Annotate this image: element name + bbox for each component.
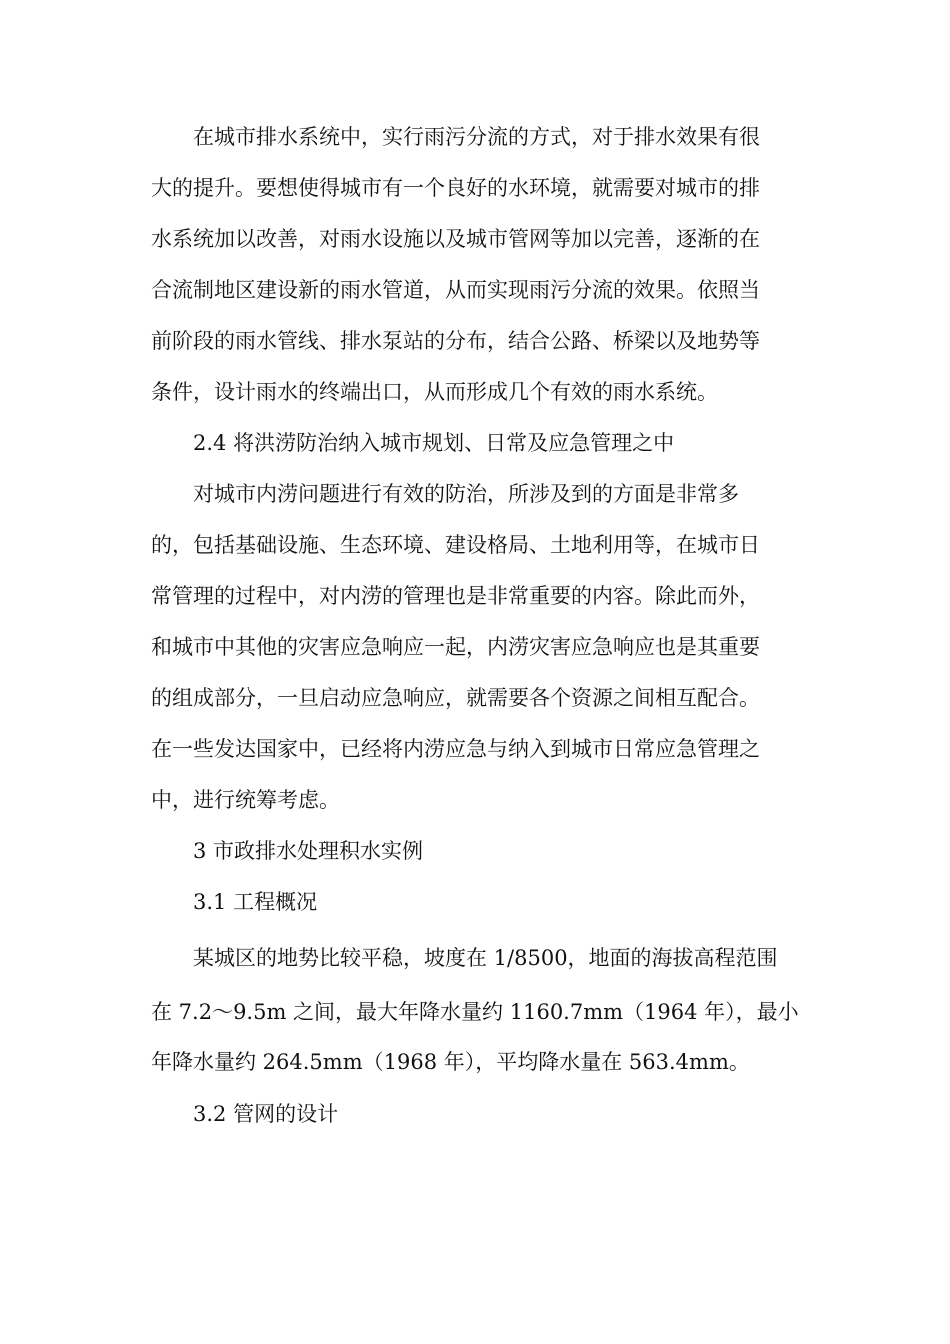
para-1-line-5: 前阶段的雨水管线、排水泵站的分布，结合公路、桥梁以及地势等 [151,329,760,353]
para-2-line-4: 和城市中其他的灾害应急响应一起，内涝灾害应急响应也是其重要 [151,635,760,659]
para-2-line-1: 对城市内涝问题进行有效的防治，所涉及到的方面是非常多 [151,482,739,506]
section-heading-2-4: 2.4 将洪涝防治纳入城市规划、日常及应急管理之中 [151,431,675,455]
section-heading-3-1: 3.1 工程概况 [151,890,318,914]
para-1-line-4: 合流制地区建设新的雨水管道，从而实现雨污分流的效果。依照当 [151,278,760,302]
para-2-line-6: 在一些发达国家中，已经将内涝应急与纳入到城市日常应急管理之 [151,737,760,761]
para-2-line-5: 的组成部分，一旦启动应急响应，就需要各个资源之间相互配合。 [151,686,760,710]
para-2-line-2: 的，包括基础设施、生态环境、建设格局、土地利用等，在城市日 [151,533,760,557]
para-1-line-1: 在城市排水系统中，实行雨污分流的方式，对于排水效果有很 [151,125,760,149]
para-2-line-7: 中，进行统筹考虑。 [151,788,340,812]
para-3-line-2: 在 7.2～9.5m 之间，最大年降水量约 1160.7mm（1964 年），最小 [151,1000,799,1024]
para-3-line-1: 某城区的地势比较平稳，坡度在 1/8500，地面的海拔高程范围 [151,946,778,970]
para-1-line-3: 水系统加以改善，对雨水设施以及城市管网等加以完善，逐渐的在 [151,227,760,251]
para-3-line-3: 年降水量约 264.5mm（1968 年），平均降水量在 563.4mm。 [151,1050,750,1074]
para-1-line-2: 大的提升。要想使得城市有一个良好的水环境，就需要对城市的排 [151,176,760,200]
para-2-line-3: 常管理的过程中，对内涝的管理也是非常重要的内容。除此而外， [151,584,760,608]
section-heading-3: 3 市政排水处理积水实例 [151,839,424,863]
para-1-line-6: 条件，设计雨水的终端出口，从而形成几个有效的雨水系统。 [151,380,718,404]
section-heading-3-2: 3.2 管网的设计 [151,1102,339,1126]
